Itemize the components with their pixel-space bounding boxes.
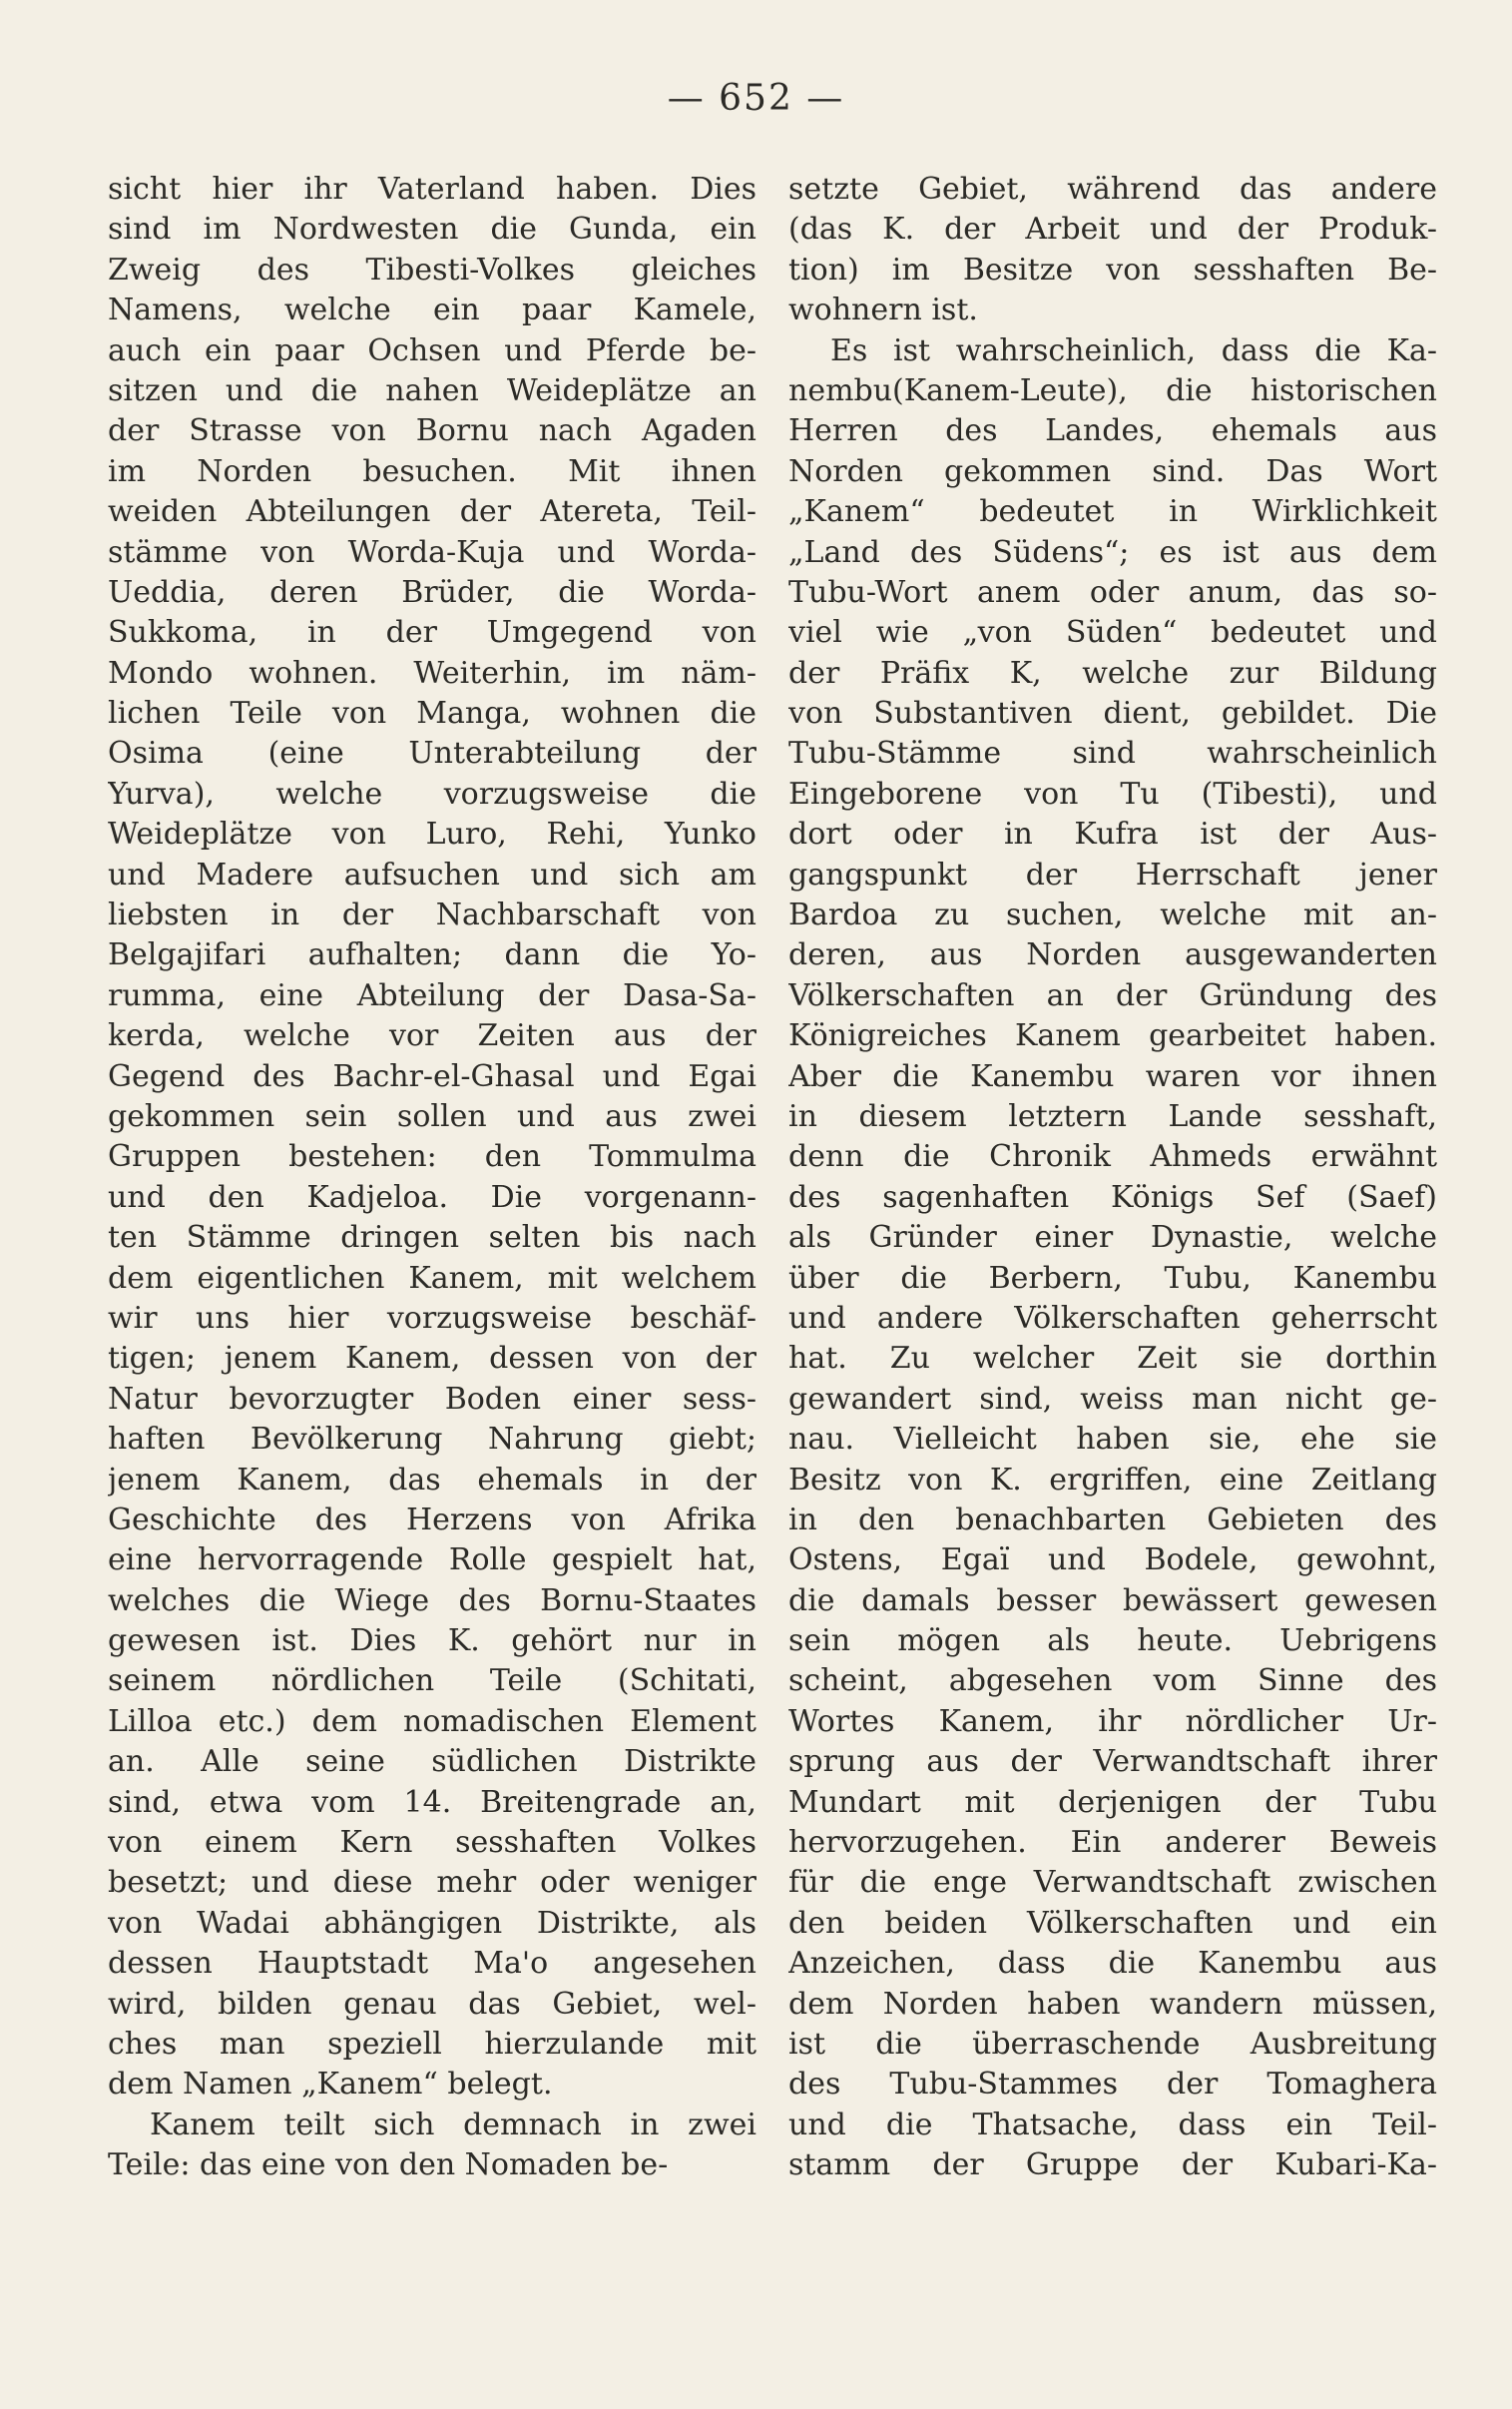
text-line: über die Berbern, Tubu, Kanembu [788, 1260, 1437, 1296]
text-line: tigen; jenem Kanem, dessen von der [108, 1341, 756, 1377]
text-line: stämme von Worda-Kuja und Worda- [108, 534, 756, 570]
text-line: Völkerschaften an der Gründung des [788, 977, 1437, 1013]
text-line: auch ein paar Ochsen und Pferde be- [108, 332, 756, 368]
text-line: wird, bilden genau das Gebiet, wel- [108, 1986, 756, 2022]
text-line: Weideplätze von Luro, Rehi, Yunko [108, 817, 756, 853]
text-line: seinem nördlichen Teile (Schitati, [108, 1663, 756, 1699]
text-line: Es ist wahrscheinlich, dass die Ka- [830, 332, 1437, 368]
text-line: des Tubu-Stammes der Tomaghera [788, 2067, 1437, 2103]
text-line: Tubu-Wort anem oder anum, das so- [788, 574, 1437, 610]
text-line: sprung aus der Verwandtschaft ihrer [788, 1744, 1437, 1780]
text-line: Wortes Kanem, ihr nördlicher Ur- [788, 1703, 1437, 1739]
text-line: ist die überraschende Ausbreitung [788, 2026, 1437, 2062]
text-line: besetzt; und diese mehr oder weniger [108, 1865, 756, 1901]
text-line: Teile: das eine von den Nomaden be- [108, 2147, 669, 2183]
text-line: gekommen sein sollen und aus zwei [108, 1098, 756, 1134]
text-line: welches die Wiege des Bornu-Staates [108, 1582, 756, 1618]
text-line: gangspunkt der Herrschaft jener [788, 857, 1437, 893]
text-line: sind, etwa vom 14. Breitengrade an, [108, 1784, 756, 1820]
text-line: Namens, welche ein paar Kamele, [108, 293, 756, 328]
text-line: Tubu-Stämme sind wahrscheinlich [788, 736, 1437, 772]
text-line: Eingeborene von Tu (Tibesti), und [788, 776, 1437, 812]
text-line: Osima (eine Unterabteilung der [108, 736, 756, 772]
text-line: für die enge Verwandtschaft zwischen [788, 1865, 1437, 1901]
text-line: weiden Abteilungen der Atereta, Teil- [108, 494, 756, 530]
text-line: tion) im Besitze von sesshaften Be- [788, 252, 1437, 288]
text-line: an. Alle seine südlichen Distrikte [108, 1744, 756, 1780]
text-line: Bardoa zu suchen, welche mit an- [788, 898, 1437, 933]
text-line: den beiden Völkerschaften und ein [788, 1905, 1437, 1941]
text-line: der Präfix K, welche zur Bildung [788, 655, 1437, 691]
text-line: Mondo wohnen. Weiterhin, im näm- [108, 655, 756, 691]
text-line: dem Namen „Kanem“ belegt. [108, 2067, 553, 2103]
text-line: von einem Kern sesshaften Volkes [108, 1825, 756, 1861]
text-line: und andere Völkerschaften geherrscht [788, 1300, 1437, 1336]
text-line: Kanem teilt sich demnach in zwei [150, 2107, 756, 2142]
text-line: eine hervorragende Rolle gespielt hat, [108, 1542, 756, 1578]
text-line: lichen Teile von Manga, wohnen die [108, 696, 756, 732]
page-number: — 652 — [667, 78, 845, 119]
text-line: sind im Nordwesten die Gunda, ein [108, 212, 756, 248]
text-line: rumma, eine Abteilung der Dasa-Sa- [108, 977, 756, 1013]
text-line: Mundart mit derjenigen der Tubu [788, 1784, 1437, 1820]
text-line: sitzen und die nahen Weideplätze an [108, 372, 756, 408]
text-line: Yurva), welche vorzugsweise die [108, 776, 756, 812]
text-line: dort oder in Kufra ist der Aus- [788, 817, 1437, 853]
text-line: dem Norden haben wandern müssen, [788, 1986, 1437, 2022]
text-line: liebsten in der Nachbarschaft von [108, 898, 756, 933]
text-line: Gruppen bestehen: den Tommulma [108, 1139, 756, 1175]
text-line: gewesen ist. Dies K. gehört nur in [108, 1623, 756, 1659]
text-line: in den benachbarten Gebieten des [788, 1502, 1437, 1537]
text-line: stamm der Gruppe der Kubari-Ka- [788, 2147, 1437, 2183]
text-line: „Land des Südens“; es ist aus dem [788, 534, 1437, 570]
text-line: Zweig des Tibesti-Volkes gleiches [108, 252, 756, 288]
right-column [788, 170, 1437, 2186]
text-line: nembu(Kanem-Leute), die historischen [788, 372, 1437, 408]
text-line: sein mögen als heute. Uebrigens [788, 1623, 1437, 1659]
left-column [108, 170, 756, 2186]
text-line: denn die Chronik Ahmeds erwähnt [788, 1139, 1437, 1175]
text-line: jenem Kanem, das ehemals in der [108, 1462, 756, 1498]
text-line: ches man speziell hierzulande mit [108, 2026, 756, 2062]
text-line: Lilloa etc.) dem nomadischen Element [108, 1703, 756, 1739]
text-line: Anzeichen, dass die Kanembu aus [788, 1946, 1437, 1982]
text-line: die damals besser bewässert gewesen [788, 1582, 1437, 1618]
text-line: und den Kadjeloa. Die vorgenann- [108, 1179, 756, 1215]
text-line: Ostens, Egaï und Bodele, gewohnt, [788, 1542, 1437, 1578]
text-line: scheint, abgesehen vom Sinne des [788, 1663, 1437, 1699]
text-line: Geschichte des Herzens von Afrika [108, 1502, 756, 1537]
text-line: hat. Zu welcher Zeit sie dorthin [788, 1341, 1437, 1377]
text-line: als Gründer einer Dynastie, welche [788, 1220, 1437, 1256]
text-line: Besitz von K. ergriffen, eine Zeitlang [788, 1462, 1437, 1498]
text-line: Königreiches Kanem gearbeitet haben. [788, 1018, 1437, 1054]
text-line: Ueddia, deren Brüder, die Worda- [108, 574, 756, 610]
text-line: Natur bevorzugter Boden einer sess- [108, 1381, 756, 1417]
text-line: nau. Vielleicht haben sie, ehe sie [788, 1422, 1437, 1458]
text-line: Sukkoma, in der Umgegend von [108, 615, 756, 651]
text-line: „Kanem“ bedeutet in Wirklichkeit [788, 494, 1437, 530]
text-line: und die Thatsache, dass ein Teil- [788, 2107, 1437, 2142]
text-line: gewandert sind, weiss man nicht ge- [788, 1381, 1437, 1417]
text-line: Norden gekommen sind. Das Wort [788, 453, 1437, 489]
text-line: und Madere aufsuchen und sich am [108, 857, 756, 893]
text-line: von Wadai abhängigen Distrikte, als [108, 1905, 756, 1941]
text-line: (das K. der Arbeit und der Produk- [788, 212, 1437, 248]
text-line: deren, aus Norden ausgewanderten [788, 937, 1437, 973]
text-line: hervorzugehen. Ein anderer Beweis [788, 1825, 1437, 1861]
text-line: des sagenhaften Königs Sef (Saef) [788, 1179, 1437, 1215]
text-line: sicht hier ihr Vaterland haben. Dies [108, 172, 756, 207]
text-line: in diesem letztern Lande sesshaft, [788, 1098, 1437, 1134]
text-line: dessen Hauptstadt Ma'o angesehen [108, 1946, 756, 1982]
text-line: ten Stämme dringen selten bis nach [108, 1220, 756, 1256]
text-line: haften Bevölkerung Nahrung giebt; [108, 1422, 756, 1458]
text-line: von Substantiven dient, gebildet. Die [788, 696, 1437, 732]
text-line: Gegend des Bachr-el-Ghasal und Egai [108, 1058, 756, 1094]
text-line: der Strasse von Bornu nach Agaden [108, 413, 756, 449]
text-line: wir uns hier vorzugsweise beschäf- [108, 1300, 756, 1336]
text-line: Aber die Kanembu waren vor ihnen [788, 1058, 1437, 1094]
text-line: setzte Gebiet, während das andere [788, 172, 1437, 207]
text-line: wohnern ist. [788, 293, 978, 328]
text-line: Belgajifari aufhalten; dann die Yo- [108, 937, 756, 973]
text-line: Herren des Landes, ehemals aus [788, 413, 1437, 449]
text-line: dem eigentlichen Kanem, mit welchem [108, 1260, 756, 1296]
text-line: kerda, welche vor Zeiten aus der [108, 1018, 756, 1054]
text-line: im Norden besuchen. Mit ihnen [108, 453, 756, 489]
text-line: viel wie „von Süden“ bedeutet und [788, 615, 1437, 651]
